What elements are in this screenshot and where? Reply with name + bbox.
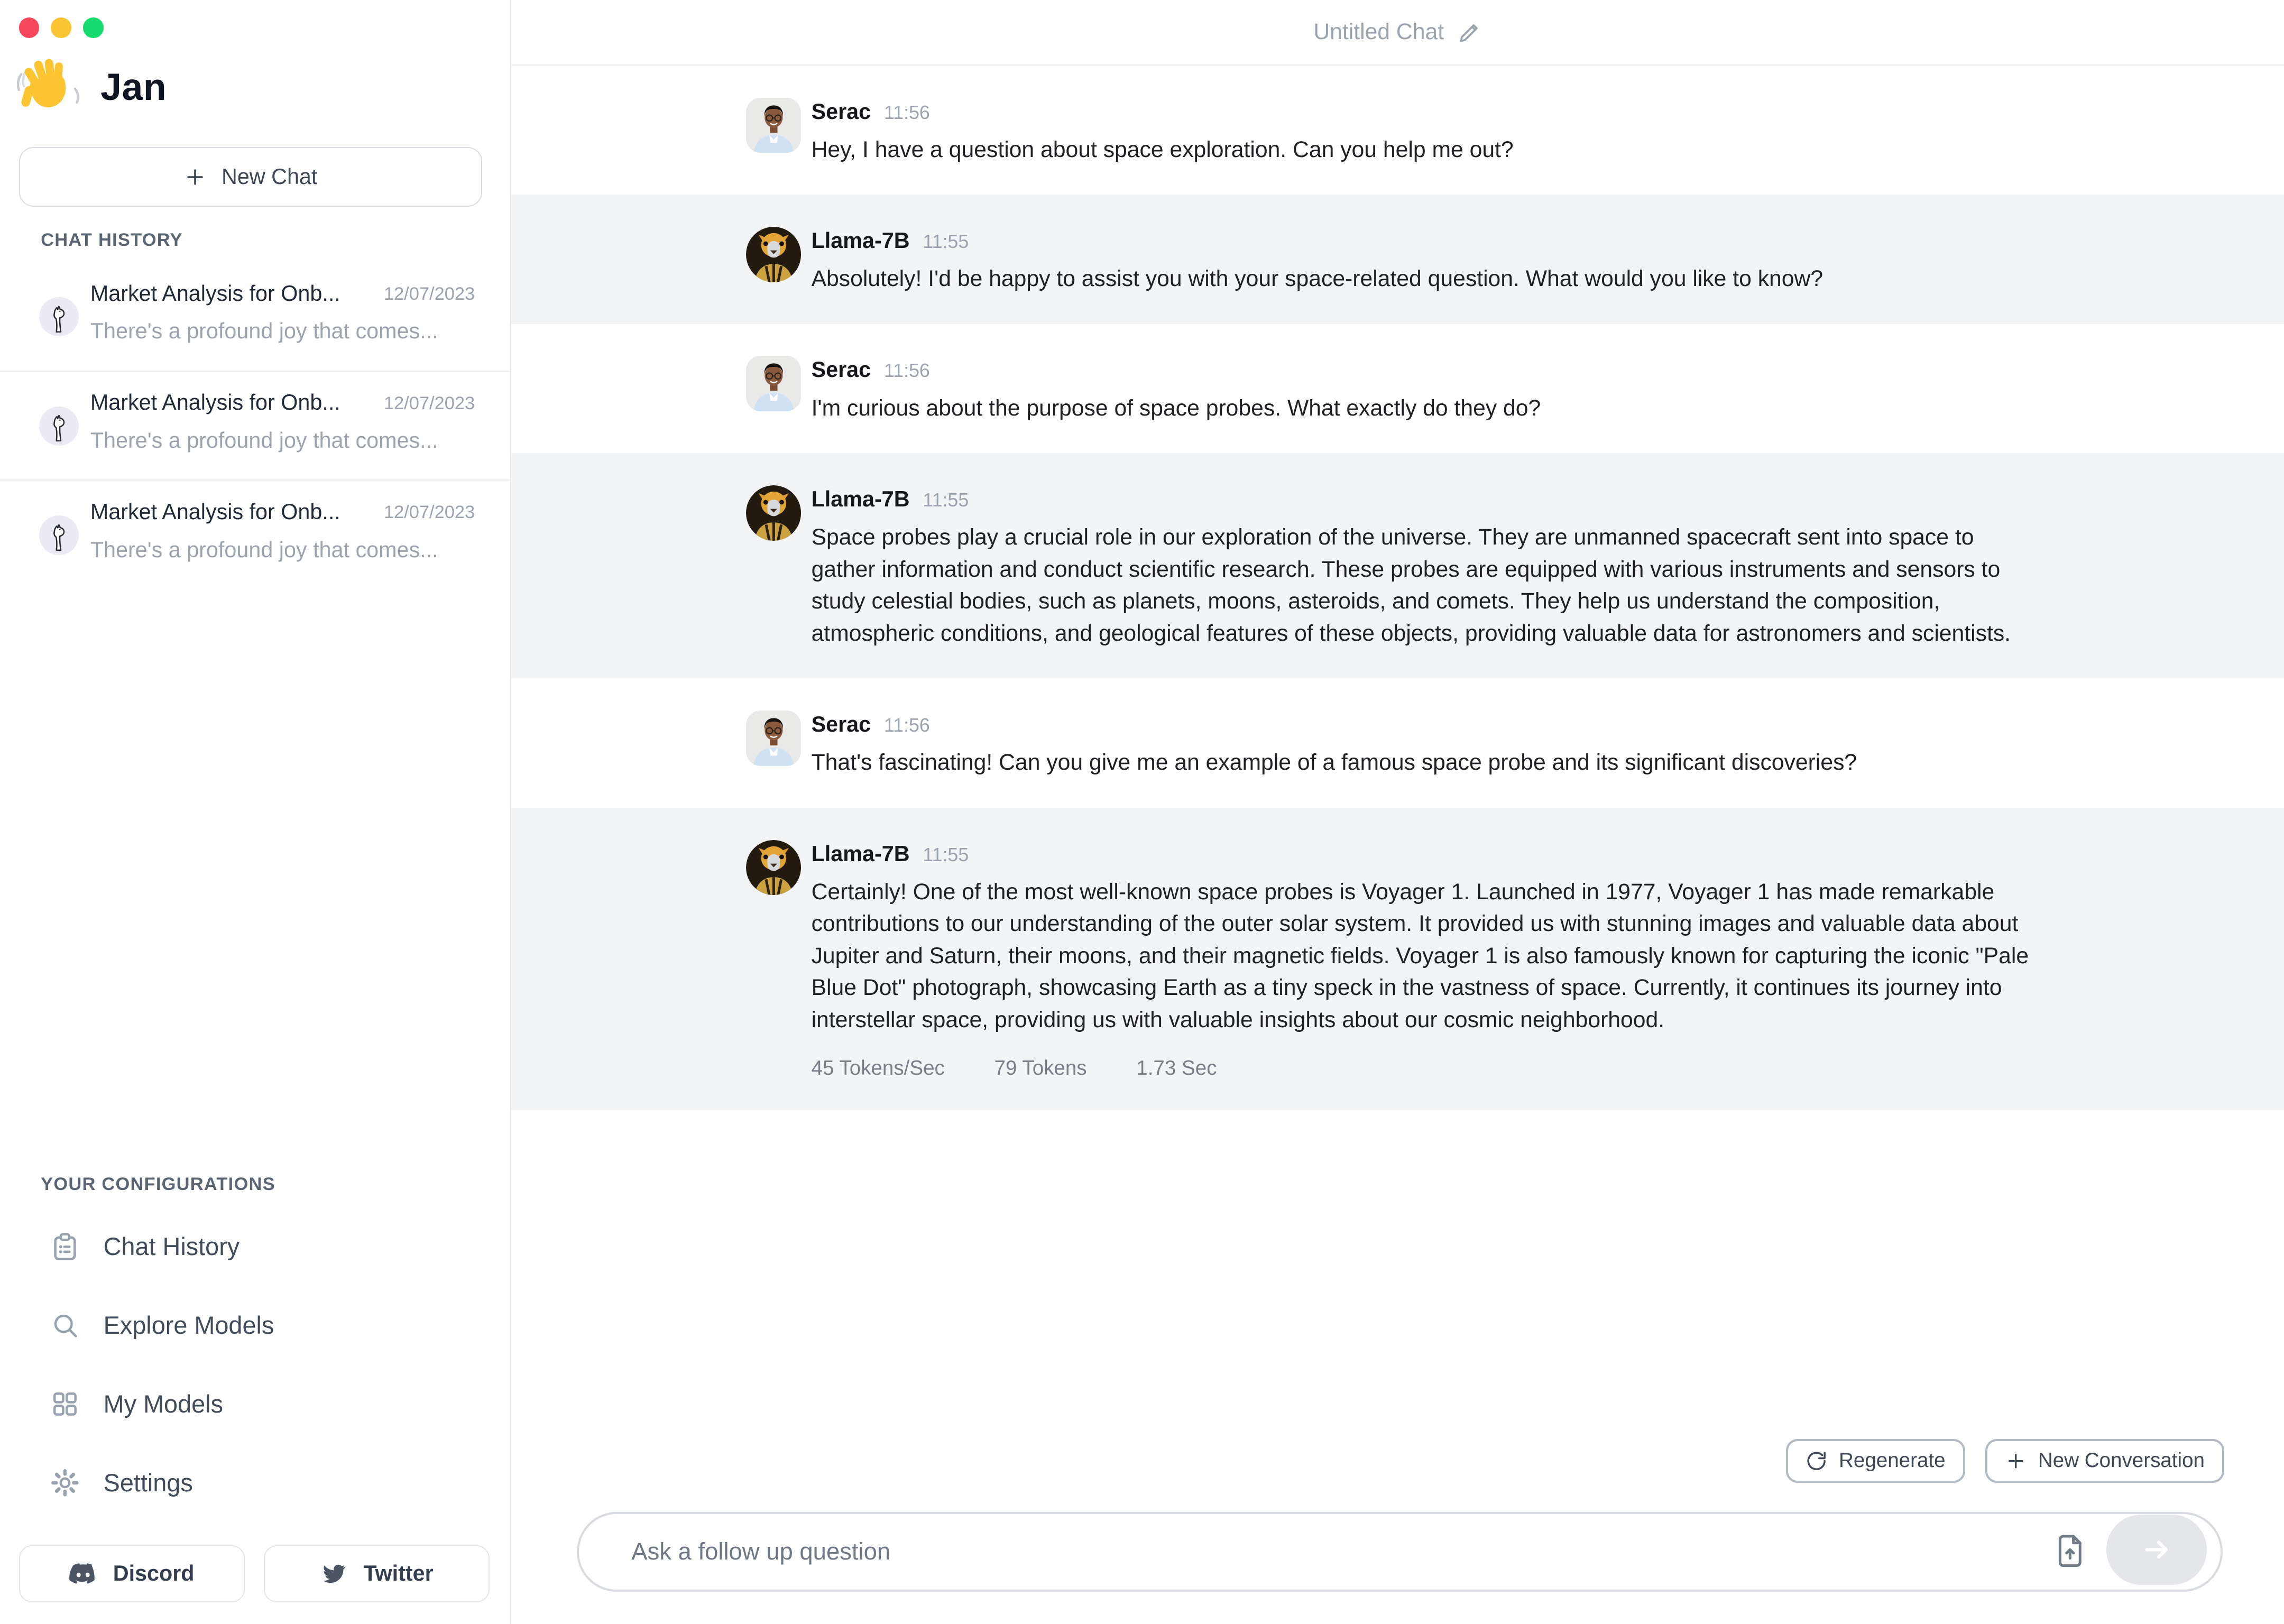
generation-time: 1.73 Sec [1136,1057,1217,1080]
message-author: Serac [811,712,871,737]
regenerate-label: Regenerate [1839,1449,1946,1472]
llama-thread-avatar [39,297,78,336]
social-buttons [19,1545,490,1602]
thread-date: 12/07/2023 [383,502,475,523]
chat-message-user [511,678,2284,807]
refresh-icon [1806,1450,1827,1472]
thread-preview: There's a profound joy that comes... [90,319,438,344]
window-controls [19,17,104,38]
grid-icon [50,1389,80,1419]
configurations-heading: YOUR CONFIGURATIONS [41,1174,275,1194]
regenerate-button[interactable] [1786,1439,1965,1483]
thread-preview: There's a profound joy that comes... [90,428,438,453]
message-time: 11:56 [883,360,930,382]
plus-icon [183,165,207,189]
new-conversation-button[interactable] [1985,1439,2225,1483]
pencil-icon[interactable] [1457,20,1482,45]
generation-stats [812,1056,2040,1081]
llama-thread-avatar [39,515,78,555]
llama-thread-avatar [39,407,78,446]
window-minimize-button[interactable] [51,17,71,38]
user-photo-icon [746,356,802,411]
message-text: I'm curious about the purpose of space probes. What exactly do they do? [811,395,1541,421]
plus-icon [2005,1450,2027,1472]
app-name: Jan [100,66,167,109]
sidebar-item-label: Explore Models [103,1312,274,1340]
message-author: Serac [811,99,871,124]
message-time: 11:55 [923,844,969,865]
wave-hand-icon [13,52,83,122]
message-text: Space probes play a crucial role in our exploration of the universe. They are unmanned spacecraft sent into space to gather information and conduct scientific research. These probes are equipped with various instruments and sensors to study celestial bodies, such as planets, moons, asteroids, and comets. They help us understand the composition, atmospheric conditions, and geological features of these objects, providing valuable data for astronomers and scientists. [811,524,2011,646]
thread-date: 12/07/2023 [383,393,475,413]
message-text: That's fascinating! Can you give me an example of a famous space probe and its significant discoveries? [811,750,1857,776]
window-close-button[interactable] [19,17,40,38]
chat-header [511,0,2284,66]
message-time: 11:56 [883,102,930,123]
new-conversation-label: New Conversation [2038,1449,2205,1472]
send-button[interactable] [2106,1515,2207,1584]
new-chat-label: New Chat [221,164,318,189]
followup-input[interactable] [631,1514,2001,1590]
token-count: 79 Tokens [994,1057,1087,1080]
sidebar-nav [0,1207,510,1522]
sidebar [0,0,511,1624]
message-author: Llama-7B [811,841,910,866]
chat-history-list [0,262,510,590]
sidebar-item-label: My Models [103,1390,223,1418]
llama-icon [47,519,71,552]
new-chat-button[interactable] [19,147,482,207]
chat-message-user [511,66,2284,195]
chat-history-item[interactable] [0,262,510,372]
llama-7b-avatar [746,227,802,282]
chat-message-assistant [511,808,2284,1110]
discord-button[interactable] [19,1545,245,1602]
app-logo [13,52,167,122]
file-upload-icon [2054,1532,2086,1570]
twitter-label: Twitter [363,1561,434,1586]
sidebar-item-my-models[interactable] [0,1365,510,1444]
serac-avatar [746,98,802,153]
robot-llama-icon [746,227,802,282]
sidebar-item-chat-history[interactable] [0,1207,510,1286]
chat-message-assistant [511,453,2284,678]
twitter-button[interactable] [264,1545,490,1602]
clipboard-icon [50,1231,80,1262]
thread-title: Market Analysis for Onb... [90,281,340,306]
serac-avatar [746,710,802,766]
thread-preview: There's a profound joy that comes... [90,537,438,562]
chat-title: Untitled Chat [1313,19,1444,45]
message-time: 11:55 [923,489,969,511]
thread-date: 12/07/2023 [383,284,475,304]
message-text: Absolutely! I'd be happy to assist you with your space-related question. What would you like to know? [811,266,1823,292]
send-arrow-icon [2141,1534,2173,1566]
message-author: Llama-7B [811,228,910,253]
llama-icon [47,409,71,442]
tokens-per-sec: 45 Tokens/Sec [811,1057,945,1080]
robot-llama-icon [746,485,802,541]
llama-icon [47,300,71,334]
chat-message-assistant [511,195,2284,324]
serac-avatar [746,356,802,411]
discord-icon [69,1560,97,1588]
message-author: Serac [811,357,871,382]
sidebar-item-settings[interactable] [0,1443,510,1522]
chat-message-user [511,324,2284,453]
thread-title: Market Analysis for Onb... [90,499,340,524]
chat-history-item[interactable] [0,372,510,481]
message-author: Llama-7B [811,486,910,511]
user-photo-icon [746,98,802,153]
sidebar-item-label: Chat History [103,1233,240,1261]
chat-history-heading: CHAT HISTORY [41,230,183,251]
chat-history-item[interactable] [0,481,510,590]
sidebar-item-explore-models[interactable] [0,1286,510,1365]
llama-7b-avatar [746,840,802,896]
sidebar-item-label: Settings [103,1469,193,1497]
discord-label: Discord [113,1561,195,1586]
gear-icon [50,1468,80,1498]
twitter-icon [320,1560,347,1588]
window-zoom-button[interactable] [83,17,104,38]
file-upload-button[interactable] [2054,1532,2089,1571]
robot-llama-icon [746,840,802,896]
search-icon [50,1310,80,1341]
message-time: 11:56 [883,715,930,736]
llama-7b-avatar [746,485,802,541]
message-text: Certainly! One of the most well-known space probes is Voyager 1. Launched in 1977, Voyager 1 has made remarkable contributions to our understanding of the outer solar system. It provided us with stunning images and valuable data about Jupiter and Saturn, their moons, and their magnetic fields. Voyager 1 is also famously known for capturing the iconic "Pale Blue Dot" photograph, showcasing Earth as a tiny speck in the vastness of space. Currently, it continues its journey into interstellar space, providing us with valuable insights about our cosmic neighborhood. [811,879,2029,1033]
thread-title: Market Analysis for Onb... [90,390,340,415]
message-text: Hey, I have a question about space exploration. Can you help me out? [811,136,1514,162]
message-time: 11:55 [923,231,969,252]
composer [577,1512,2223,1592]
user-photo-icon [746,710,802,766]
chat-panel [511,0,2284,1624]
